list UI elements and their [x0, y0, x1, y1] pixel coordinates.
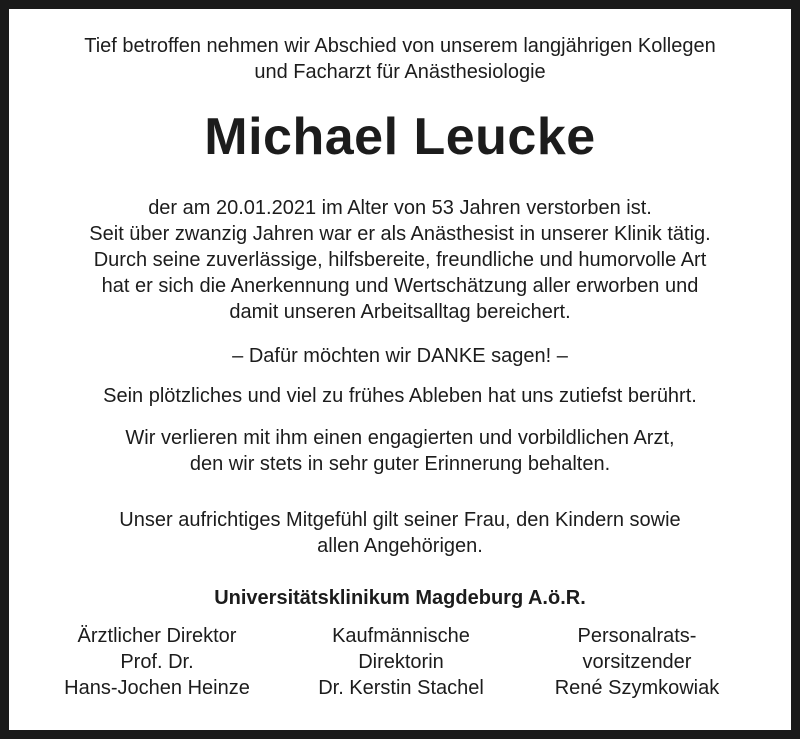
signatory-title: Kaufmännische — [332, 625, 470, 647]
signatory-name: Hans-Jochen Heinze — [64, 677, 250, 699]
signatory-title: vorsitzender — [582, 651, 692, 673]
body-line-4: hat er sich die Anerkennung und Wertschätzung aller erworben und — [101, 275, 699, 297]
signatory-name: Dr. Kerstin Stachel — [318, 677, 484, 699]
body-line-2: Seit über zwanzig Jahren war er als Anästhesist in unserer Klinik tätig. — [89, 223, 711, 245]
signatory-title: Personalrats- — [577, 625, 697, 647]
signatory-title: Ärztlicher Direktor — [77, 625, 237, 647]
signatory-staff-council — [507, 623, 767, 701]
intro-line-1: Tief betroffen nehmen wir Abschied von unserem langjährigen Kollegen — [84, 35, 716, 57]
organization-name: Universitätsklinikum Magdeburg A.ö.R. — [214, 587, 586, 609]
signatory-name: René Szymkowiak — [554, 677, 720, 699]
obituary-notice — [9, 9, 791, 730]
body-line-1: der am 20.01.2021 im Alter von 53 Jahren verstorben ist. — [148, 197, 652, 219]
sudden-death-line: Sein plötzliches und viel zu frühes Ableben hat uns zutiefst berührt. — [103, 385, 697, 407]
condolence-line-1: Unser aufrichtiges Mitgefühl gilt seiner Frau, den Kindern sowie — [119, 509, 681, 531]
signatory-title: Direktorin — [358, 651, 444, 673]
signatory-title: Prof. Dr. — [120, 651, 194, 673]
condolence-line-2: allen Angehörigen. — [317, 535, 483, 557]
body-line-5: damit unseren Arbeitsalltag bereichert. — [229, 301, 571, 323]
thanks-line: – Dafür möchten wir DANKE sagen! – — [232, 345, 568, 367]
signatory-commercial-director — [271, 623, 531, 701]
body-line-3: Durch seine zuverlässige, hilfsbereite, freundliche und humorvolle Art — [93, 249, 707, 271]
loss-line-2: den wir stets in sehr guter Erinnerung behalten. — [189, 453, 611, 475]
loss-line-1: Wir verlieren mit ihm einen engagierten und vorbildlichen Arzt, — [125, 427, 675, 449]
intro-line-2: und Facharzt für Anästhesiologie — [254, 61, 546, 83]
deceased-name: Michael Leucke — [204, 108, 596, 166]
signatory-medical-director — [27, 623, 287, 701]
